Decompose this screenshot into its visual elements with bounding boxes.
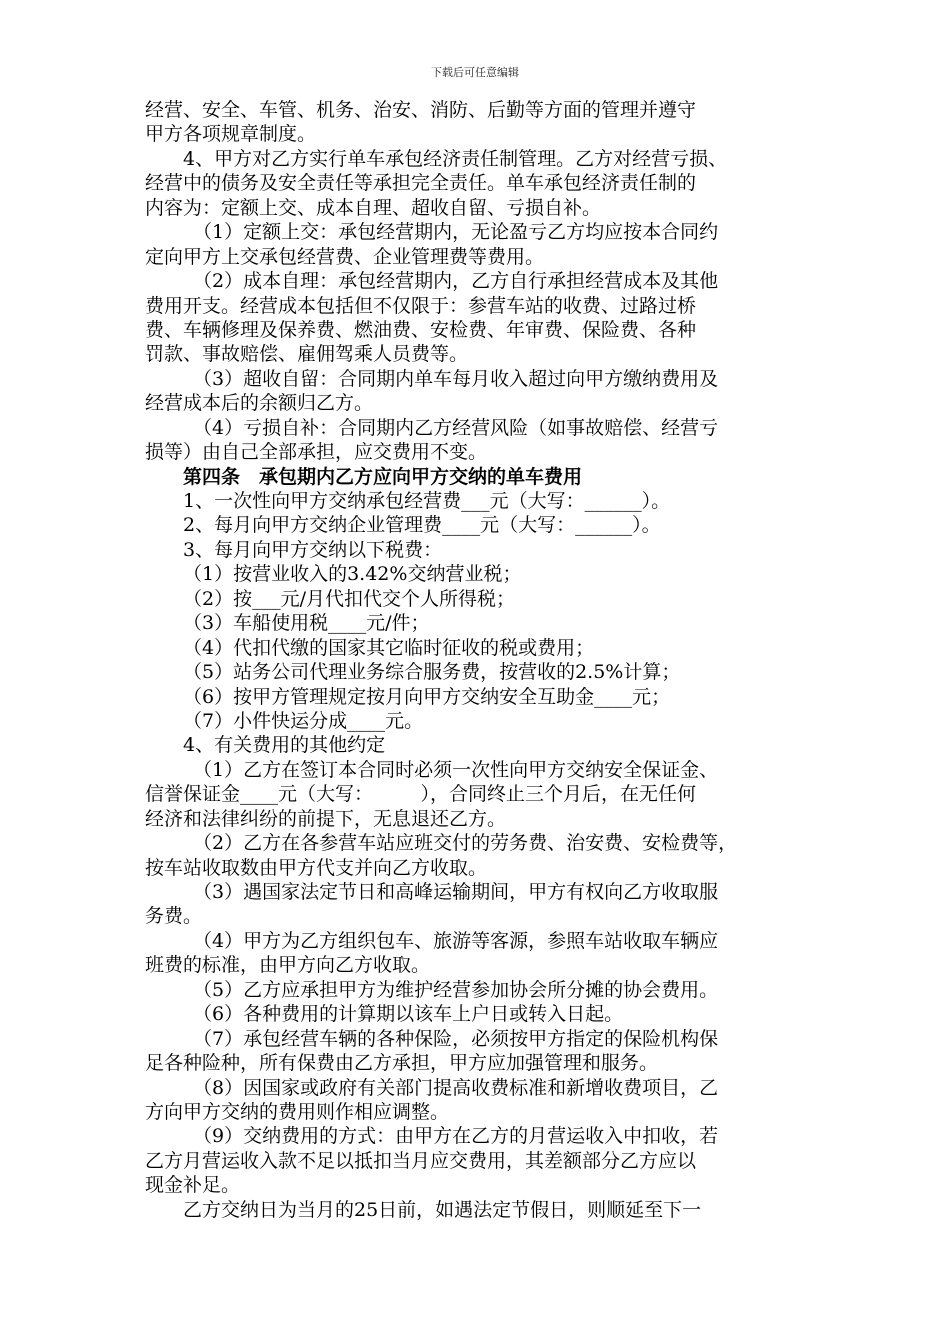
text-line: 3、每月向甲方交纳以下税费： [183, 538, 443, 561]
text-line: 足各种险种，所有保费由乙方承担，甲方应加强管理和服务。 [145, 1052, 659, 1075]
text-line: （7）小件快运分成____元。 [183, 709, 424, 732]
text-line: 经营成本后的余额归乙方。 [145, 392, 374, 415]
text-line: 方向甲方交纳的费用则作相应调整。 [145, 1100, 450, 1123]
text-line: （1）按营业收入的3.42%交纳营业税； [183, 563, 522, 586]
text-line: （2）成本自理：承包经营期内，乙方自行承担经营成本及其他 [193, 270, 719, 293]
text-line: （2）乙方在各参营车站应班交付的劳务费、治安费、安检费等， [193, 832, 738, 855]
text-line: 经营、安全、车管、机务、治安、消防、后勤等方面的管理并遵守 [145, 99, 697, 121]
text-line: 信誉保证金____元（大写： ），合同终止三个月后，在无任何 [145, 783, 697, 806]
text-line: 乙方月营运收入款不足以抵扣当月应交费用，其差额部分乙方应以 [145, 1149, 697, 1172]
text-line: 内容为：定额上交、成本自理、超收自留、亏损自补。 [145, 196, 602, 219]
text-line: （1）定额上交：承包经营期内，无论盈亏乙方均应按本合同约 [193, 221, 719, 244]
text-line: 4、甲方对乙方实行单车承包经济责任制管理。乙方对经营亏损、 [183, 147, 728, 170]
text-line: 按车站收取数由甲方代支并向乙方收取。 [145, 856, 488, 879]
text-line: 2、每月向甲方交纳企业管理费____元（大写：______）。 [183, 514, 661, 537]
document-body [145, 98, 810, 1222]
text-line: 费、车辆修理及保养费、燃油费、安检费、年审费、保险费、各种 [145, 318, 697, 341]
text-line: 4、有关费用的其他约定 [183, 734, 386, 757]
text-line: 损等）由自己全部承担，应交费用不变。 [145, 441, 488, 464]
text-line: （6）按甲方管理规定按月向甲方交纳安全互助金____元； [183, 685, 671, 708]
text-line: （4）代扣代缴的国家其它临时征收的税或费用； [183, 636, 595, 659]
text-line: 费用开支。经营成本包括但不仅限于：参营车站的收费、过路过桥 [145, 294, 697, 317]
text-line: 务费。 [145, 905, 203, 928]
text-line: 乙方交纳日为当月的25日前，如遇法定节假日，则顺延至下一 [183, 1198, 702, 1221]
text-line: 班费的标准，由甲方向乙方收取。 [145, 954, 431, 977]
text-line: （4）亏损自补：合同期内乙方经营风险（如事故赔偿、经营亏 [193, 416, 719, 439]
text-line: （4）甲方为乙方组织包车、旅游等客源，参照车站收取车辆应 [193, 929, 719, 952]
text-line: （6）各种费用的计算期以该车上户日或转入日起。 [193, 1003, 624, 1026]
text-line: （8）因国家或政府有关部门提高收费标准和新增收费项目，乙 [193, 1076, 719, 1099]
text-line: （3）遇国家法定节日和高峰运输期间，甲方有权向乙方收取服 [193, 881, 719, 903]
text-line: （1）乙方在签订本合同时必须一次性向甲方交纳安全保证金、 [193, 758, 719, 781]
text-line: （5）乙方应承担甲方为维护经营参加协会所分摊的协会费用。 [193, 978, 719, 1001]
text-line: 1、一次性向甲方交纳承包经营费___元（大写：______）。 [183, 490, 671, 512]
text-line: 定向甲方上交承包经营费、企业管理费等费用。 [145, 245, 545, 268]
text-line: （2）按___元/月代扣代交个人所得税； [183, 587, 515, 610]
text-line: 第四条 承包期内乙方应向甲方交纳的单车费用 [183, 465, 583, 488]
text-line: （9）交纳费用的方式：由甲方在乙方的月营运收入中扣收，若 [193, 1125, 719, 1148]
text-line: （5）站务公司代理业务综合服务费，按营收的2.5%计算； [183, 661, 681, 684]
text-line: （3）超收自留：合同期内单车每月收入超过向甲方缴纳费用及 [193, 367, 719, 390]
text-line: 现金补足。 [145, 1174, 241, 1197]
text-line: （3）车船使用税____元/件； [183, 612, 430, 635]
text-line: 甲方各项规章制度。 [145, 123, 317, 146]
text-line: 经济和法律纠纷的前提下，无息退还乙方。 [145, 807, 507, 830]
text-line: （7）承包经营车辆的各种保险，必须按甲方指定的保险机构保 [193, 1027, 719, 1050]
page-header: 下载后可任意编辑 [431, 66, 519, 79]
text-line: 罚款、事故赔偿、雇佣驾乘人员费等。 [145, 343, 469, 366]
text-line: 经营中的债务及安全责任等承担完全责任。单车承包经济责任制的 [145, 172, 697, 195]
